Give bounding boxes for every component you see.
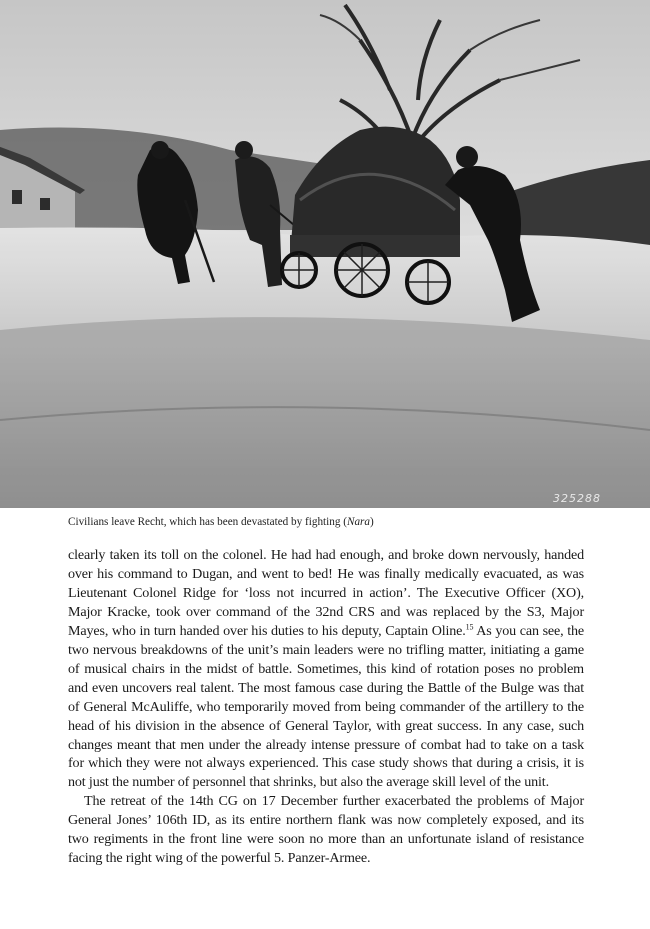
- caption-close: ): [370, 516, 374, 528]
- footnote-marker[interactable]: 15: [465, 622, 474, 632]
- paragraph-text: clearly taken its toll on the colonel. He had had enough, and broke down nervously, handed over his command to Dugan, and went to bed! He was finally medically evacuated, as was Lieutenant Colonel Ridge for ‘loss not incurred in action’. The Executive Officer (XO), Major Kracke, took over command of the 32nd CRS and was replaced by the S3, Major Mayes, who in turn handed over his duties to his deputy, Captain Oline.: [68, 547, 584, 639]
- caption-text: Civilians leave Recht, which has been devastated by fighting (: [68, 516, 347, 528]
- caption-source: Nara: [347, 516, 371, 528]
- photo-negative-number: 325288: [553, 492, 601, 505]
- paragraph-text-continued: As you can see, the two nervous breakdowns of the unit’s main leaders were no trifling matter, initiating a game of musical chairs in the midst of battle. Sometimes, this kind of rotation poses no problem and even uncovers real talent. The most famous case during the Battle of the Bulge was that of General McAuliffe, who temporarily moved from being commander of the artillery to the head of his division in the absence of General Taylor, with great success. In any case, such changes meant that men under the already intense pressure of combat had to take on a task for which they were not always experienced. This case study shows that during a crisis, it is not just the number of personnel that shrinks, but also the average skill level of the unit.: [68, 622, 584, 791]
- photo-caption: [68, 515, 608, 529]
- paragraph: The retreat of the 14th CG on 17 December further exacerbated the problems of Major General Jones’ 106th ID, as its entire northern flank was now completely exposed, and its two regiments in the front line were soon no more than an unfortunate island of resistance facing the right wing of the powerful 5. Panzer-Armee.: [68, 793, 584, 867]
- body-text: [68, 546, 584, 868]
- paragraph: [68, 546, 584, 792]
